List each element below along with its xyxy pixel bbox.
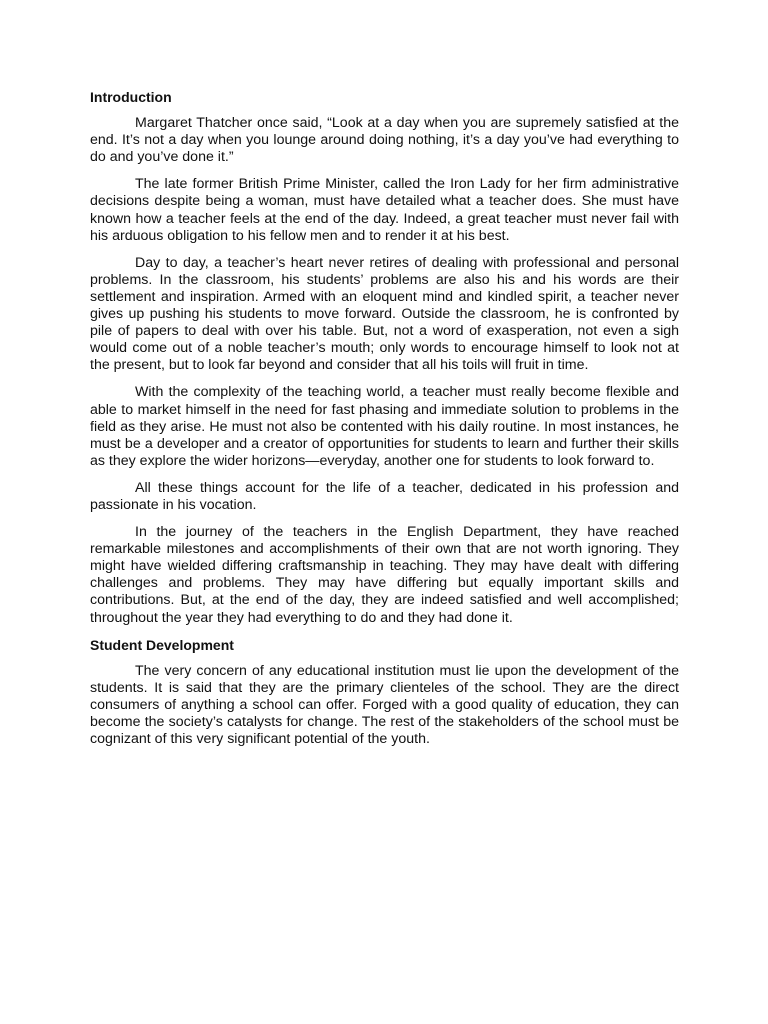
paragraph: With the complexity of the teaching world, a teacher must really become flexible and able to market himself in the need for fast phasing and immediate solution to problems in the field as they arise. He must not also be contented with his daily routine. In most instances, he must be a developer and a creator of opportunities for students to learn and further their skills as they explore the wider horizons—everyday, another one for students to look forward to. <box>90 384 679 469</box>
paragraph: Day to day, a teacher’s heart never retires of dealing with professional and personal problems. In the classroom, his students’ problems are also his and his words are their settlement and inspiration. Armed with an eloquent mind and kindled spirit, a teacher never gives up pushing his students to move forward. Outside the classroom, he is confronted by pile of papers to deal with over his table. But, not a word of exasperation, not even a sigh would come out of a noble teacher’s mouth; only words to encourage himself to look not at the present, but to look far beyond and consider that all his toils will fruit in time. <box>90 254 679 374</box>
paragraph: The late former British Prime Minister, called the Iron Lady for her firm administrative decisions despite being a woman, must have detailed what a teacher does. She must have known how a teacher feels at the end of the day. Indeed, a great teacher must never fail with his arduous obligation to his fellow men and to render it at his best. <box>90 176 679 244</box>
section-heading-student-development: Student Development <box>90 636 234 653</box>
document-page <box>90 89 679 758</box>
paragraph: All these things account for the life of a teacher, dedicated in his profession and passionate in his vocation. <box>90 479 679 513</box>
paragraph: In the journey of the teachers in the English Department, they have reached remarkable milestones and accomplishments of their own that are not worth ignoring. They might have wielded differing craftsmanship in teaching. They may have dealt with differing challenges and problems. They may have differing but equally important skills and contributions. But, at the end of the day, they are indeed satisfied and well accomplished; throughout the year they had everything to do and they had done it. <box>90 524 679 626</box>
paragraph: Margaret Thatcher once said, “Look at a day when you are supremely satisfied at the end. It’s not a day when you lounge around doing nothing, it’s a day you’ve had everything to do and you’ve done it.” <box>90 115 679 166</box>
section-heading-introduction: Introduction <box>90 89 172 105</box>
paragraph: The very concern of any educational institution must lie upon the development of the students. It is said that they are the primary clienteles of the school. They are the direct consumers of anything a school can offer. Forged with a good quality of education, they can become the society’s catalysts for change. The rest of the stakeholders of the school must be cognizant of this very significant potential of the youth. <box>90 662 679 748</box>
